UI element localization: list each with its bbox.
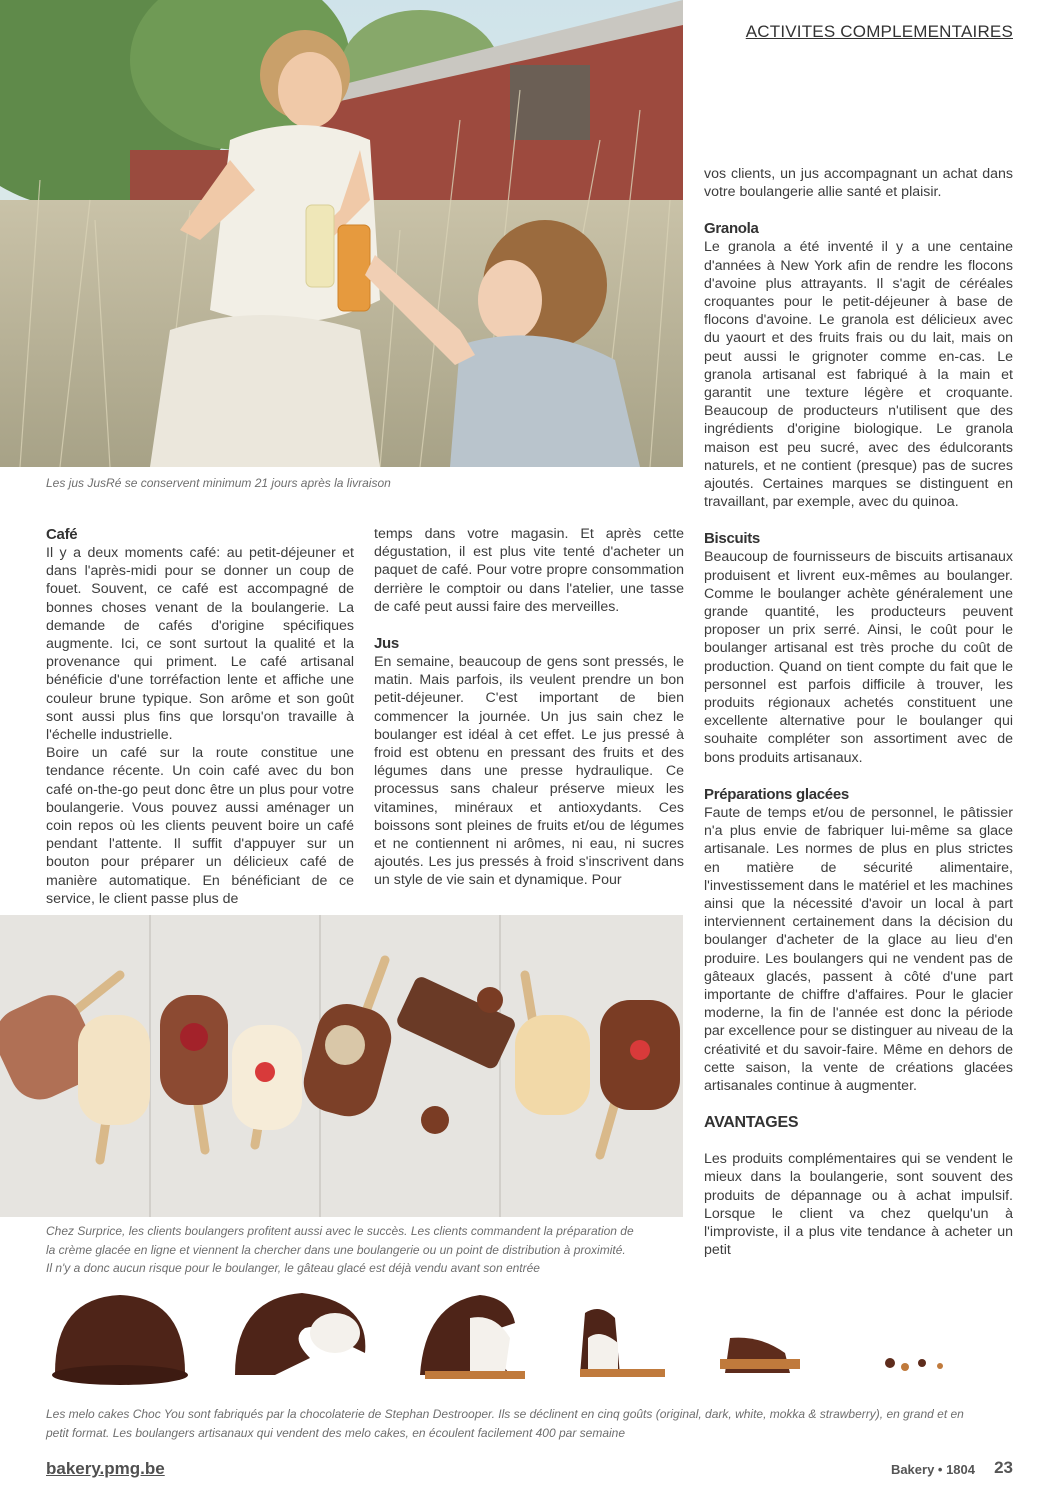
jus-paragraph: En semaine, beaucoup de gens sont pressés, le matin. Mais parfois, ils veulent prendre un bon petit-déjeuner. C'est important de bien commencer la journée. Un jus sain chez le boulanger est idéal à cet effet. Le jus pressé à froid est obtenu en pressant des fruits et des légumes dans une presse hydraulique. Ce processus sans chaleur préserve mieux les vitamines, minéraux et antioxydants. Ces boissons sont pleines de fruits et/ou de légumes et ne contiennent ni arômes, ni eau, ni sucres ajoutés. Les jus pressés à froid s'inscrivent dans un style de vie sain et dynamique. Pour: [374, 654, 684, 889]
footer-site-link[interactable]: bakery.pmg.be: [46, 1459, 165, 1478]
icecream-caption-line-3: Il n'y a donc aucun risque pour le boulanger, le gâteau glacé est déjà vendu avant son entrée: [46, 1261, 540, 1275]
section-title: ACTIVITES COMPLEMENTAIRES: [745, 22, 1013, 41]
glacees-paragraph: Faute de temps et/ou de personnel, le pâtissier n'a plus envie de fabriquer lui-même sa glace artisanale. Les normes de plus en plus strictes en matière de sécurité alimentaire, l'investissement dans le matériel et les machines ainsi que la nécessité d'avoir un local à part interviennent certainement dans la décision du boulanger d'acheter de la glace au lieu d'en produire. Les boulangers qui ne vendent pas de gâteaux glacés, passent à côté d'une part importante de chiffre d'affaires. Pour le glacier moderne, la fin de l'année est donc la période par excellence pour se distinguer au niveau de la créativité et du savoir-faire. Même en dehors de cette saison, la vente de créations glacées artisanales continue à augmenter.: [704, 804, 1013, 1094]
granola-paragraph: Le granola a été inventé il y a une centaine d'années à New York afin de rendre les flocons d'avoine plus attrayants. Il s'agit de céréales croquantes pour le petit-déjeuner à base de flocons d'avoine. Le granola est délicieux avec du yaourt et des fruits frais ou du lait, mais on peut aussi le grignoter comme en-cas. Le granola artisanal est fabriqué à la main et garantit une texture légère et croquante. Beaucoup de producteurs n'utilisent que des ingrédients d'origine biologique. Le granola maison est peu sucré, avec des édulcorants naturels, et ne contient (presque) pas de sucres ajoutés. Certaines marques se distinguent en travaillant, par exemple, avec du quinoa.: [704, 239, 1013, 511]
cafe-paragraph-1: Il y a deux moments café: au petit-déjeuner et dans l'après-midi pour se donner un coup de fouet. Souvent, ce café est accompagné de bonnes choses venant de la boulangerie. La demande de cafés d'origine spécifiques augmente. Ici, ce sont surtout la qualité et la provenance qui priment. Le café artisanal bénéficie d'une torréfaction lente et affiche une couleur brune typique. Son arôme et son goût sont aussi plus fins que lorsqu'on travaille à l'échelle industrielle.: [46, 545, 354, 744]
icecream-caption-line-2: la crème glacée en ligne et viennent la chercher dans une boulangerie ou un point de distribution à proximité.: [46, 1242, 626, 1257]
melo-caption-line-2: petit format. Les boulangers artisanaux qui vendent des melo cakes, en écoulent facilement 400 par semaine: [46, 1425, 626, 1440]
footer-magazine: Bakery • 1804: [890, 1462, 975, 1477]
column-3: [704, 165, 1013, 1259]
page-number: 23: [994, 1458, 1013, 1477]
column-1: [46, 525, 354, 908]
avantages-heading: AVANTAGES: [704, 1114, 799, 1132]
glacees-heading: Préparations glacées: [704, 785, 849, 803]
melo-caption-line-1: Les melo cakes Choc You sont fabriqués par la chocolaterie de Stephan Destrooper. Ils se déclinent en cinq goûts (original, dark, white, mokka & strawberry), en grand et en: [46, 1407, 964, 1421]
juice-photo-illustration: [0, 0, 683, 467]
biscuits-heading: Biscuits: [704, 530, 760, 548]
biscuits-paragraph: Beaucoup de fournisseurs de biscuits artisanaux produisent et livrent eux-mêmes au boulanger. Comme le boulanger achète généralement une grande quantité, les producteurs peuvent proposer un prix serré. Ainsi, le coût pour le boulanger artisanal est très proche du coût de production. Quand on tient compte du fait que le personnel est parfois difficile à trouver, les produits régionaux achetés constituent une excellente alternative pour le boulanger qui souhaite compléter son assortiment avec de bons produits artisanaux.: [704, 549, 1013, 766]
jus-heading: Jus: [374, 635, 399, 653]
melo-cakes-photo: [40, 1283, 1020, 1395]
jus-continued: vos clients, un jus accompagnant un achat dans votre boulangerie allie santé et plaisir.: [704, 166, 1013, 201]
icecream-photo: [0, 915, 683, 1217]
granola-heading: Granola: [704, 220, 759, 238]
cafe-paragraph-2: Boire un café sur la route constitue une tendance récente. Un coin café avec du bon café on-the-go peut donc être un plus pour votre boulangerie. Vous pouvez aussi aménager un coin repos où les clients peuvent boire un café pendant l'attente. Il suffit d'appuyer sur un bouton pour préparer un délicieux café de manière automatique. En bénéficiant de ce service, le client passe plus de: [46, 745, 354, 907]
cafe-heading: Café: [46, 526, 78, 543]
icecream-photo-illustration: [0, 915, 683, 1217]
juice-photo: [0, 0, 683, 467]
column-2: [374, 525, 684, 890]
avantages-paragraph: Les produits complémentaires qui se vendent le mieux dans la boulangerie, sont souvent des produits de dépannage ou à achat impulsif. Lorsque le client va chez quelqu'un à l'improviste, il a plus vite tendance à acheter un petit: [704, 1151, 1013, 1259]
icecream-caption-line-1: Chez Surprice, les clients boulangers profitent aussi avec le succès. Les clients commandent la préparation de: [46, 1224, 634, 1238]
melo-cakes-illustration: [40, 1283, 1020, 1395]
juice-caption: Les jus JusRé se conservent minimum 21 jours après la livraison: [46, 476, 391, 490]
cafe-continued: temps dans votre magasin. Et après cette dégustation, il est plus vite tenté d'acheter un paquet de café. Pour votre propre consommation derrière le comptoir ou dans l'atelier, une tasse de café peut aussi faire des merveilles.: [374, 526, 684, 615]
melo-caption: [46, 1405, 1026, 1442]
icecream-caption: [46, 1222, 686, 1278]
